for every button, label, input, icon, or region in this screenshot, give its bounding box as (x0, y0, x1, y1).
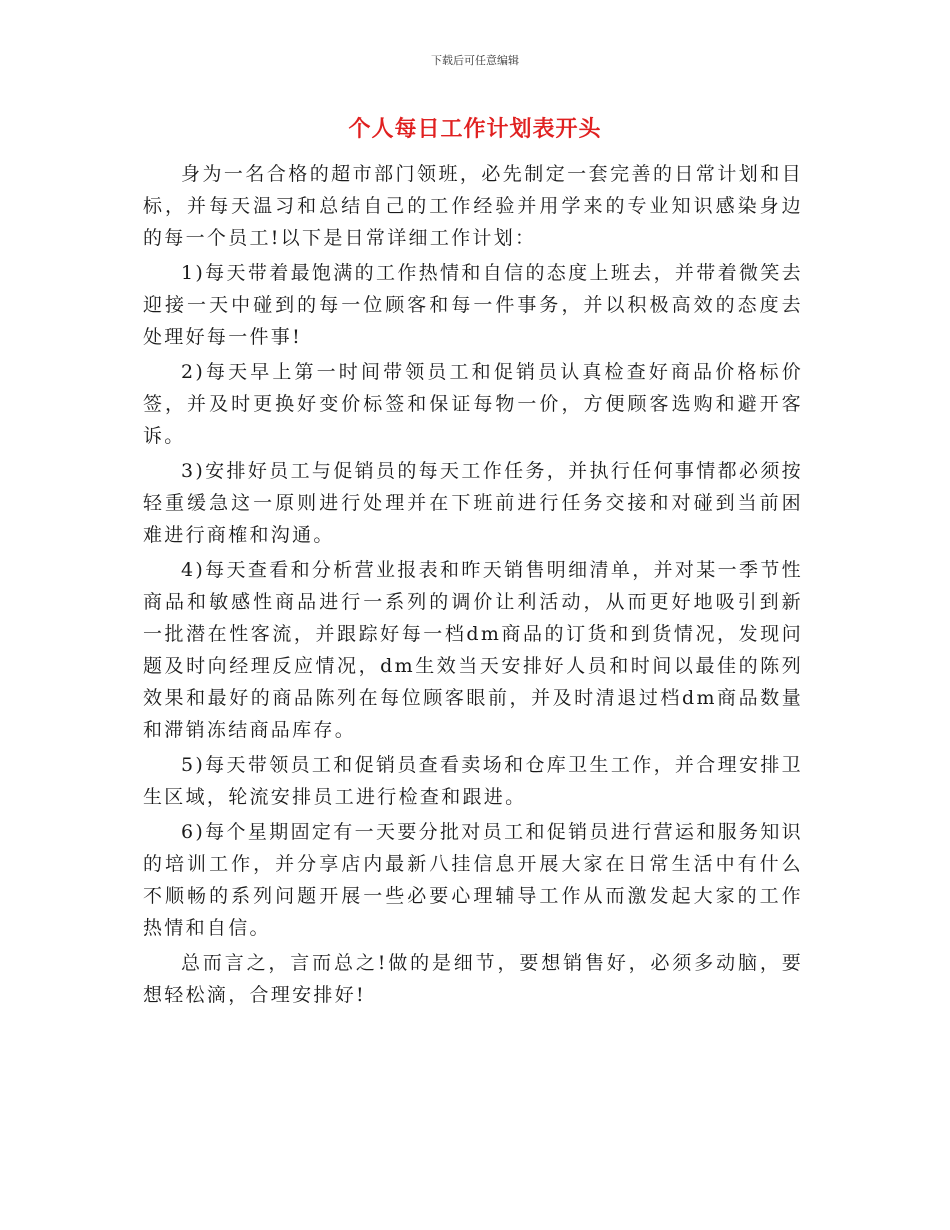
paragraph-item-3: 3)安排好员工与促销员的每天工作任务，并执行任何事情都必须按轻重缓急这一原则进行处理并在下班前进行任务交接和对碰到当前困难进行商榷和沟通。 (143, 460, 803, 546)
document-body (143, 158, 803, 1011)
paragraph-conclusion: 总而言之，言而总之!做的是细节，要想销售好，必须多动脑，要想轻松滴，合理安排好! (143, 952, 803, 1006)
paragraph-intro: 身为一名合格的超市部门领班，必先制定一套完善的日常计划和目标，并每天温习和总结自己的工作经验并用学来的专业知识感染身边的每一个员工!以下是日常详细工作计划： (143, 163, 803, 249)
paragraph-item-6: 6)每个星期固定有一天要分批对员工和促销员进行营运和服务知识的培训工作，并分享店内最新八挂信息开展大家在日常生活中有什么不顺畅的系列问题开展一些必要心理辅导工作从而激发起大家的工作热情和自信。 (143, 821, 803, 939)
header-note: 下载后可任意编辑 (431, 54, 519, 67)
paragraph-item-1: 1)每天带着最饱满的工作热情和自信的态度上班去，并带着微笑去迎接一天中碰到的每一位顾客和每一件事务，并以积极高效的态度去处理好每一件事! (143, 262, 803, 348)
paragraph-item-5: 5)每天带领员工和促销员查看卖场和仓库卫生工作，并合理安排卫生区域，轮流安排员工进行检查和跟进。 (143, 754, 803, 808)
paragraph-item-4: 4)每天查看和分析营业报表和昨天销售明细清单，并对某一季节性商品和敏感性商品进行一系列的调价让利活动，从而更好地吸引到新一批潜在性客流，并跟踪好每一档dm商品的订货和到货情况，发现问题及时向经理反应情况，dm生效当天安排好人员和时间以最佳的陈列效果和最好的商品陈列在每位顾客眼前，并及时清退过档dm商品数量和滞销冻结商品库存。 (143, 559, 803, 741)
paragraph-item-2: 2)每天早上第一时间带领员工和促销员认真检查好商品价格标价签，并及时更换好变价标签和保证每物一价，方便顾客选购和避开客诉。 (143, 361, 803, 447)
document-title: 个人每日工作计划表开头 (348, 117, 602, 142)
